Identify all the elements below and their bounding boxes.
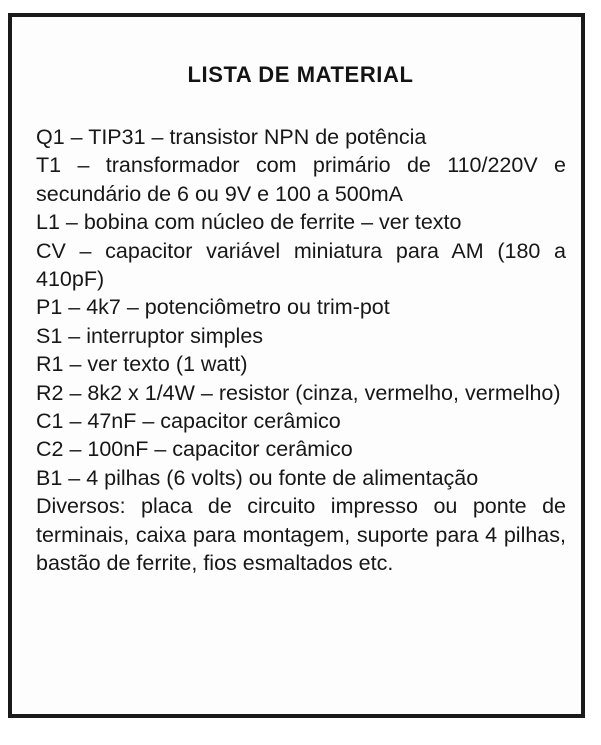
list-item-q1: Q1 – TIP31 – transistor NPN de potência xyxy=(36,125,427,149)
list-item-r1: R1 – ver texto (1 watt) xyxy=(36,352,248,377)
list-item-t1: T1 – transformador com primário de 110/220V e secundário de 6 ou 9V e 100 a 500mA xyxy=(36,153,566,206)
list-title: LISTA DE MATERIAL xyxy=(187,62,414,87)
list-item-r2: R2 – 8k2 x 1/4W – resistor (cinza, vermelho, vermelho) xyxy=(36,380,561,405)
list-item-p1: P1 – 4k7 – potenciômetro ou trim-pot xyxy=(36,295,390,320)
list-item-l1: L1 – bobina com núcleo de ferrite – ver texto xyxy=(36,210,462,235)
material-list xyxy=(36,123,566,578)
list-item-diversos: Diversos: placa de circuito impresso ou ponte de terminais, caixa para montagem, suporte para 4 pilhas, bastão de ferrite, fios esmaltados etc. xyxy=(36,494,566,576)
list-item-b1: B1 – 4 pilhas (6 volts) ou fonte de alimentação xyxy=(36,465,479,490)
list-item-c2: C2 – 100nF – capacitor cerâmico xyxy=(36,437,353,462)
list-item-c1: C1 – 47nF – capacitor cerâmico xyxy=(36,409,341,434)
list-item-s1: S1 – interruptor simples xyxy=(36,323,264,348)
list-item-cv: CV – capacitor variável miniatura para AM (180 a 410pF) xyxy=(36,238,566,292)
material-list-box xyxy=(8,13,585,718)
